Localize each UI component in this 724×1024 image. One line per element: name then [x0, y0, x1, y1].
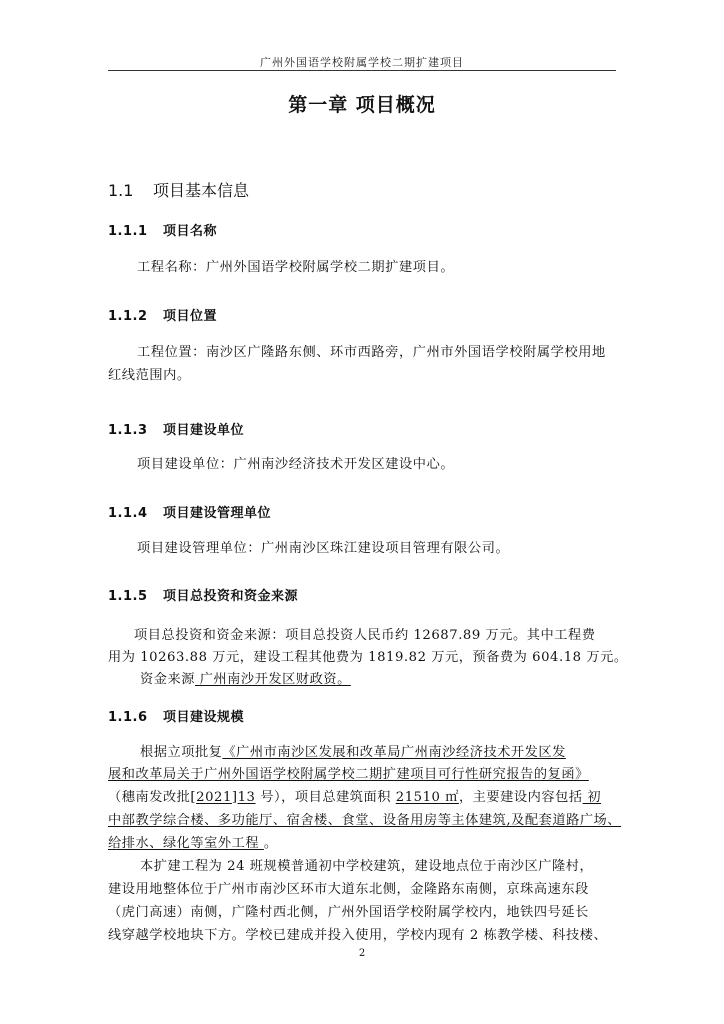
scale-line-8: （虎门高速）南侧，广隆村西北侧，广州外国语学校附属学校内，地铁四号延长 [108, 905, 589, 920]
paragraph-investment-line-1: 项目总投资和资金来源：项目总投资人民币约 12687.89 万元。其中工程费 [134, 628, 596, 643]
scale-line-9: 线穿越学校地块下方。学校已建成并投入使用，学校内现有 2 栋教学楼、科技楼、 [108, 928, 608, 943]
paragraph-investment-line-2: 用为 10263.88 万元，建设工程其他费为 1819.82 万元，预备费为 604.18 万元。 [108, 650, 628, 665]
subsection-title: 项目总投资和资金来源 [163, 589, 299, 604]
scale-text: （穗南发改批[ [108, 790, 197, 805]
scale-underlined-text: 展和改革局关于广州外国语学校附属学校二期扩建项目可行性研究报告的复函》 [108, 767, 589, 782]
scale-underlined-text: 中部教学综合楼、多功能厅、宿舍楼、食堂、设备用房等主体建筑,及配套道路广场、 [108, 813, 622, 828]
scale-text: 根据立项批复 [140, 745, 223, 760]
subsection-title: 项目名称 [163, 224, 218, 239]
header-rule [108, 70, 616, 71]
subsection-title: 项目位置 [163, 309, 218, 324]
subsection-number: 1.1.5 [108, 589, 148, 604]
fund-source-value: 广州南沙开发区财政资。 [194, 672, 351, 687]
subsection-title: 项目建设规模 [163, 710, 245, 725]
section-heading [108, 178, 249, 201]
scale-line-4 [108, 809, 622, 828]
scale-line-1 [140, 741, 650, 760]
scale-text: 。 [263, 836, 278, 851]
scale-line-7: 建设用地整体位于广州市南沙区环市大道东北侧，金隆路东南侧，京珠高速东段 [108, 882, 589, 897]
subsection-heading-6 [108, 706, 244, 725]
paragraph-project-builder: 项目建设单位：广州南沙经济技术开发区建设中心。 [137, 457, 455, 472]
paragraph-fund-source [140, 668, 650, 687]
chapter-title: 第一章 项目概况 [288, 94, 436, 116]
subsection-number: 1.1.3 [108, 423, 148, 438]
paragraph-project-manager: 项目建设管理单位：广州南沙区珠江建设项目管理有限公司。 [137, 541, 510, 556]
subsection-number: 1.1.4 [108, 506, 148, 521]
subsection-number: 1.1.1 [108, 224, 148, 239]
scale-underlined-text: 13 [237, 790, 256, 805]
subsection-number: 1.1.2 [108, 309, 148, 324]
page-number: 2 [358, 948, 366, 959]
scale-text: ] [231, 790, 238, 805]
fund-source-label: 资金来源 [140, 672, 195, 687]
subsection-number: 1.1.6 [108, 710, 148, 725]
scale-underlined-text: 初 [582, 790, 602, 805]
subsection-heading-3 [108, 419, 244, 438]
scale-underlined-text: 21510 ㎡ [395, 790, 459, 805]
scale-line-6: 本扩建工程为 24 班规模普通初中学校建筑，建设地点位于南沙区广隆村， [140, 859, 594, 874]
scale-underlined-text: 给排水、绿化等室外工程 [108, 836, 264, 851]
scale-line-2 [108, 763, 618, 782]
scale-underlined-text: 《广州市南沙区发展和改革局广州南沙经济技术开发区发 [222, 745, 566, 760]
subsection-title: 项目建设管理单位 [163, 506, 272, 521]
subsection-heading-5 [108, 585, 298, 604]
scale-underlined-text: 2021 [196, 790, 232, 805]
subsection-heading-2 [108, 305, 217, 324]
section-number: 1.1 [108, 181, 134, 200]
scale-line-5 [108, 832, 618, 851]
subsection-heading-4 [108, 502, 271, 521]
subsection-heading-1 [108, 220, 217, 239]
paragraph-project-location: 工程位置：南沙区广隆路东侧、环市西路旁，广州市外国语学校附属学校用地红线范围内。 [108, 345, 606, 383]
section-title: 项目基本信息 [153, 181, 250, 200]
scale-line-3 [108, 786, 618, 805]
scale-text: ，主要建设内容包括 [458, 790, 583, 805]
subsection-title: 项目建设单位 [163, 423, 245, 438]
paragraph-project-name: 工程名称：广州外国语学校附属学校二期扩建项目。 [137, 260, 455, 275]
running-header: 广州外国语学校附属学校二期扩建项目 [260, 56, 464, 69]
scale-text: 号），项目总建筑面积 [255, 790, 396, 805]
